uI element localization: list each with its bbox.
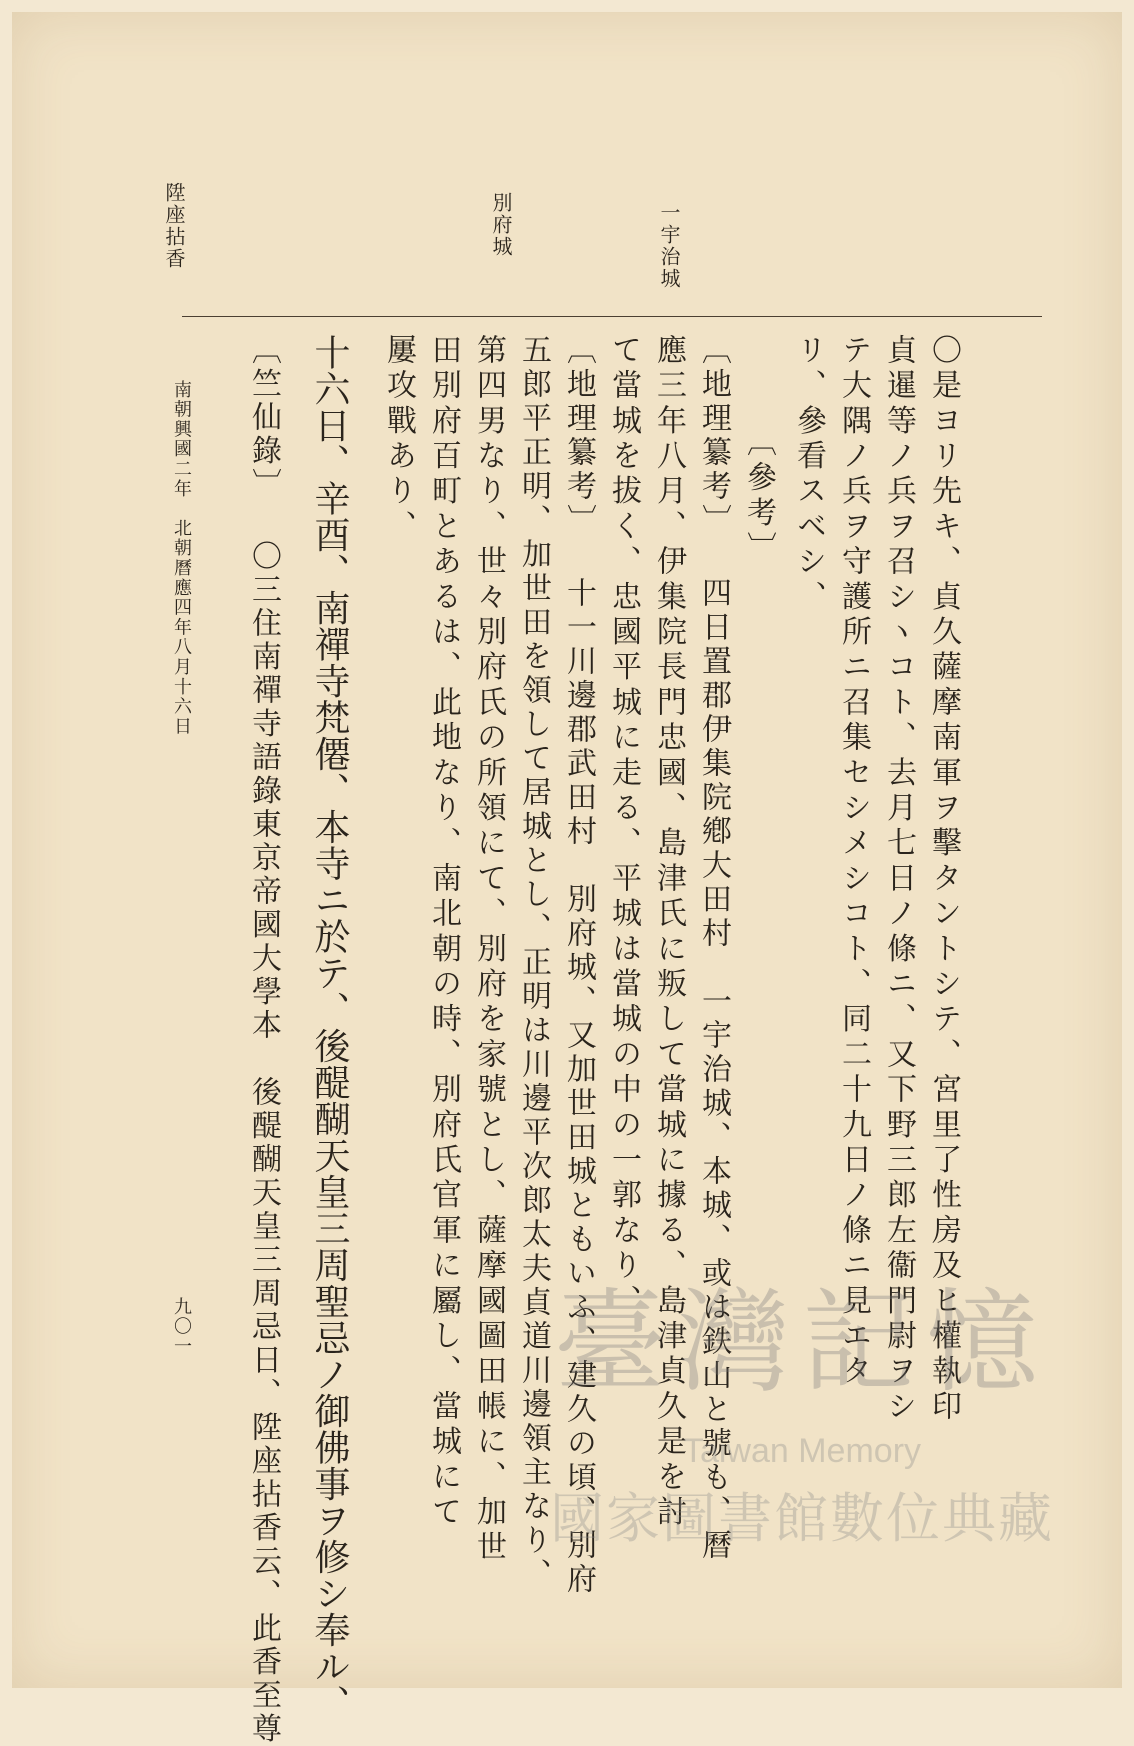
watermark-logo: 臺灣記憶 (554, 1278, 1050, 1408)
margin-heading-shinzo-nenko: 陞座拈香 (162, 182, 186, 270)
text-column: 應三年八月、伊集院長門忠國、島津氏に叛して當城に據る、島津貞久是を討 (651, 334, 686, 1531)
text-column: リ、參看スベシ、 (791, 334, 826, 616)
watermark-english: Taiwan Memory (682, 1432, 922, 1470)
text-column: 〔地理纂考〕 四日置郡伊集院鄕大田村 一宇治城、本城、或は鉄山と號も、曆 (696, 334, 731, 1563)
text-column: 〇是ヨリ先キ、貞久薩摩南軍ヲ擊タントシテ、宮里了性房及ヒ權執印 (926, 334, 961, 1426)
page-number: 九〇一 (171, 1297, 192, 1357)
text-column: 屢攻戰あり、 (381, 334, 416, 546)
watermark-subtitle: 國家圖書館數位典藏 (550, 1489, 1054, 1549)
section-label-sanko: 〔參考〕 (741, 426, 776, 567)
text-column: 〔地理纂考〕 十一川邊郡武田村 別府城、又加世田城ともいふ、建久の頃、別府 (561, 334, 596, 1597)
document-page (12, 12, 1122, 1746)
entry-headline-16th-day: 十六日、辛酉、南禪寺梵僊、本寺ニ於テ、後醍醐天皇三周聖忌ノ御佛事ヲ修シ奉ル、 (309, 334, 350, 1721)
watermark (532, 1278, 1072, 1577)
header-divider-rule (182, 316, 1042, 317)
text-column: 五郎平正明、加世田を領して居城とし、正明は川邊平次郎太夫貞道川邊領主なり、 (516, 334, 551, 1592)
text-column: 田別府百町とあるは、此地なり、南北朝の時、別府氏官軍に屬し、當城にて (426, 334, 461, 1531)
margin-heading-beppu-castle: 別府城 (489, 192, 513, 258)
running-head: 南朝興國二年 北朝曆應四年八月十六日 (171, 380, 192, 737)
text-column: テ大隅ノ兵ヲ守護所ニ召集セシメシコト、同二十九日ノ條ニ見エタ (836, 334, 871, 1390)
margin-heading-uji-castle: 一宇治城 (657, 202, 681, 290)
text-column: て當城を拔く、忠國平城に走る、平城は當城の中の一郭なり、 (606, 334, 641, 1320)
text-column: 〔竺仙錄〕 〇三住南禪寺語錄東京帝國大學本 後醍醐天皇三周忌日、陞座拈香云、此香至尊 (246, 334, 281, 1746)
text-column: 第四男なり、世々別府氏の所領にて、別府を家號とし、薩摩國圖田帳に、加世 (471, 334, 506, 1566)
text-column: 貞暹等ノ兵ヲ召シヽコト、去月七日ノ條ニ、又下野三郎左衞門尉ヲシ (881, 334, 916, 1426)
